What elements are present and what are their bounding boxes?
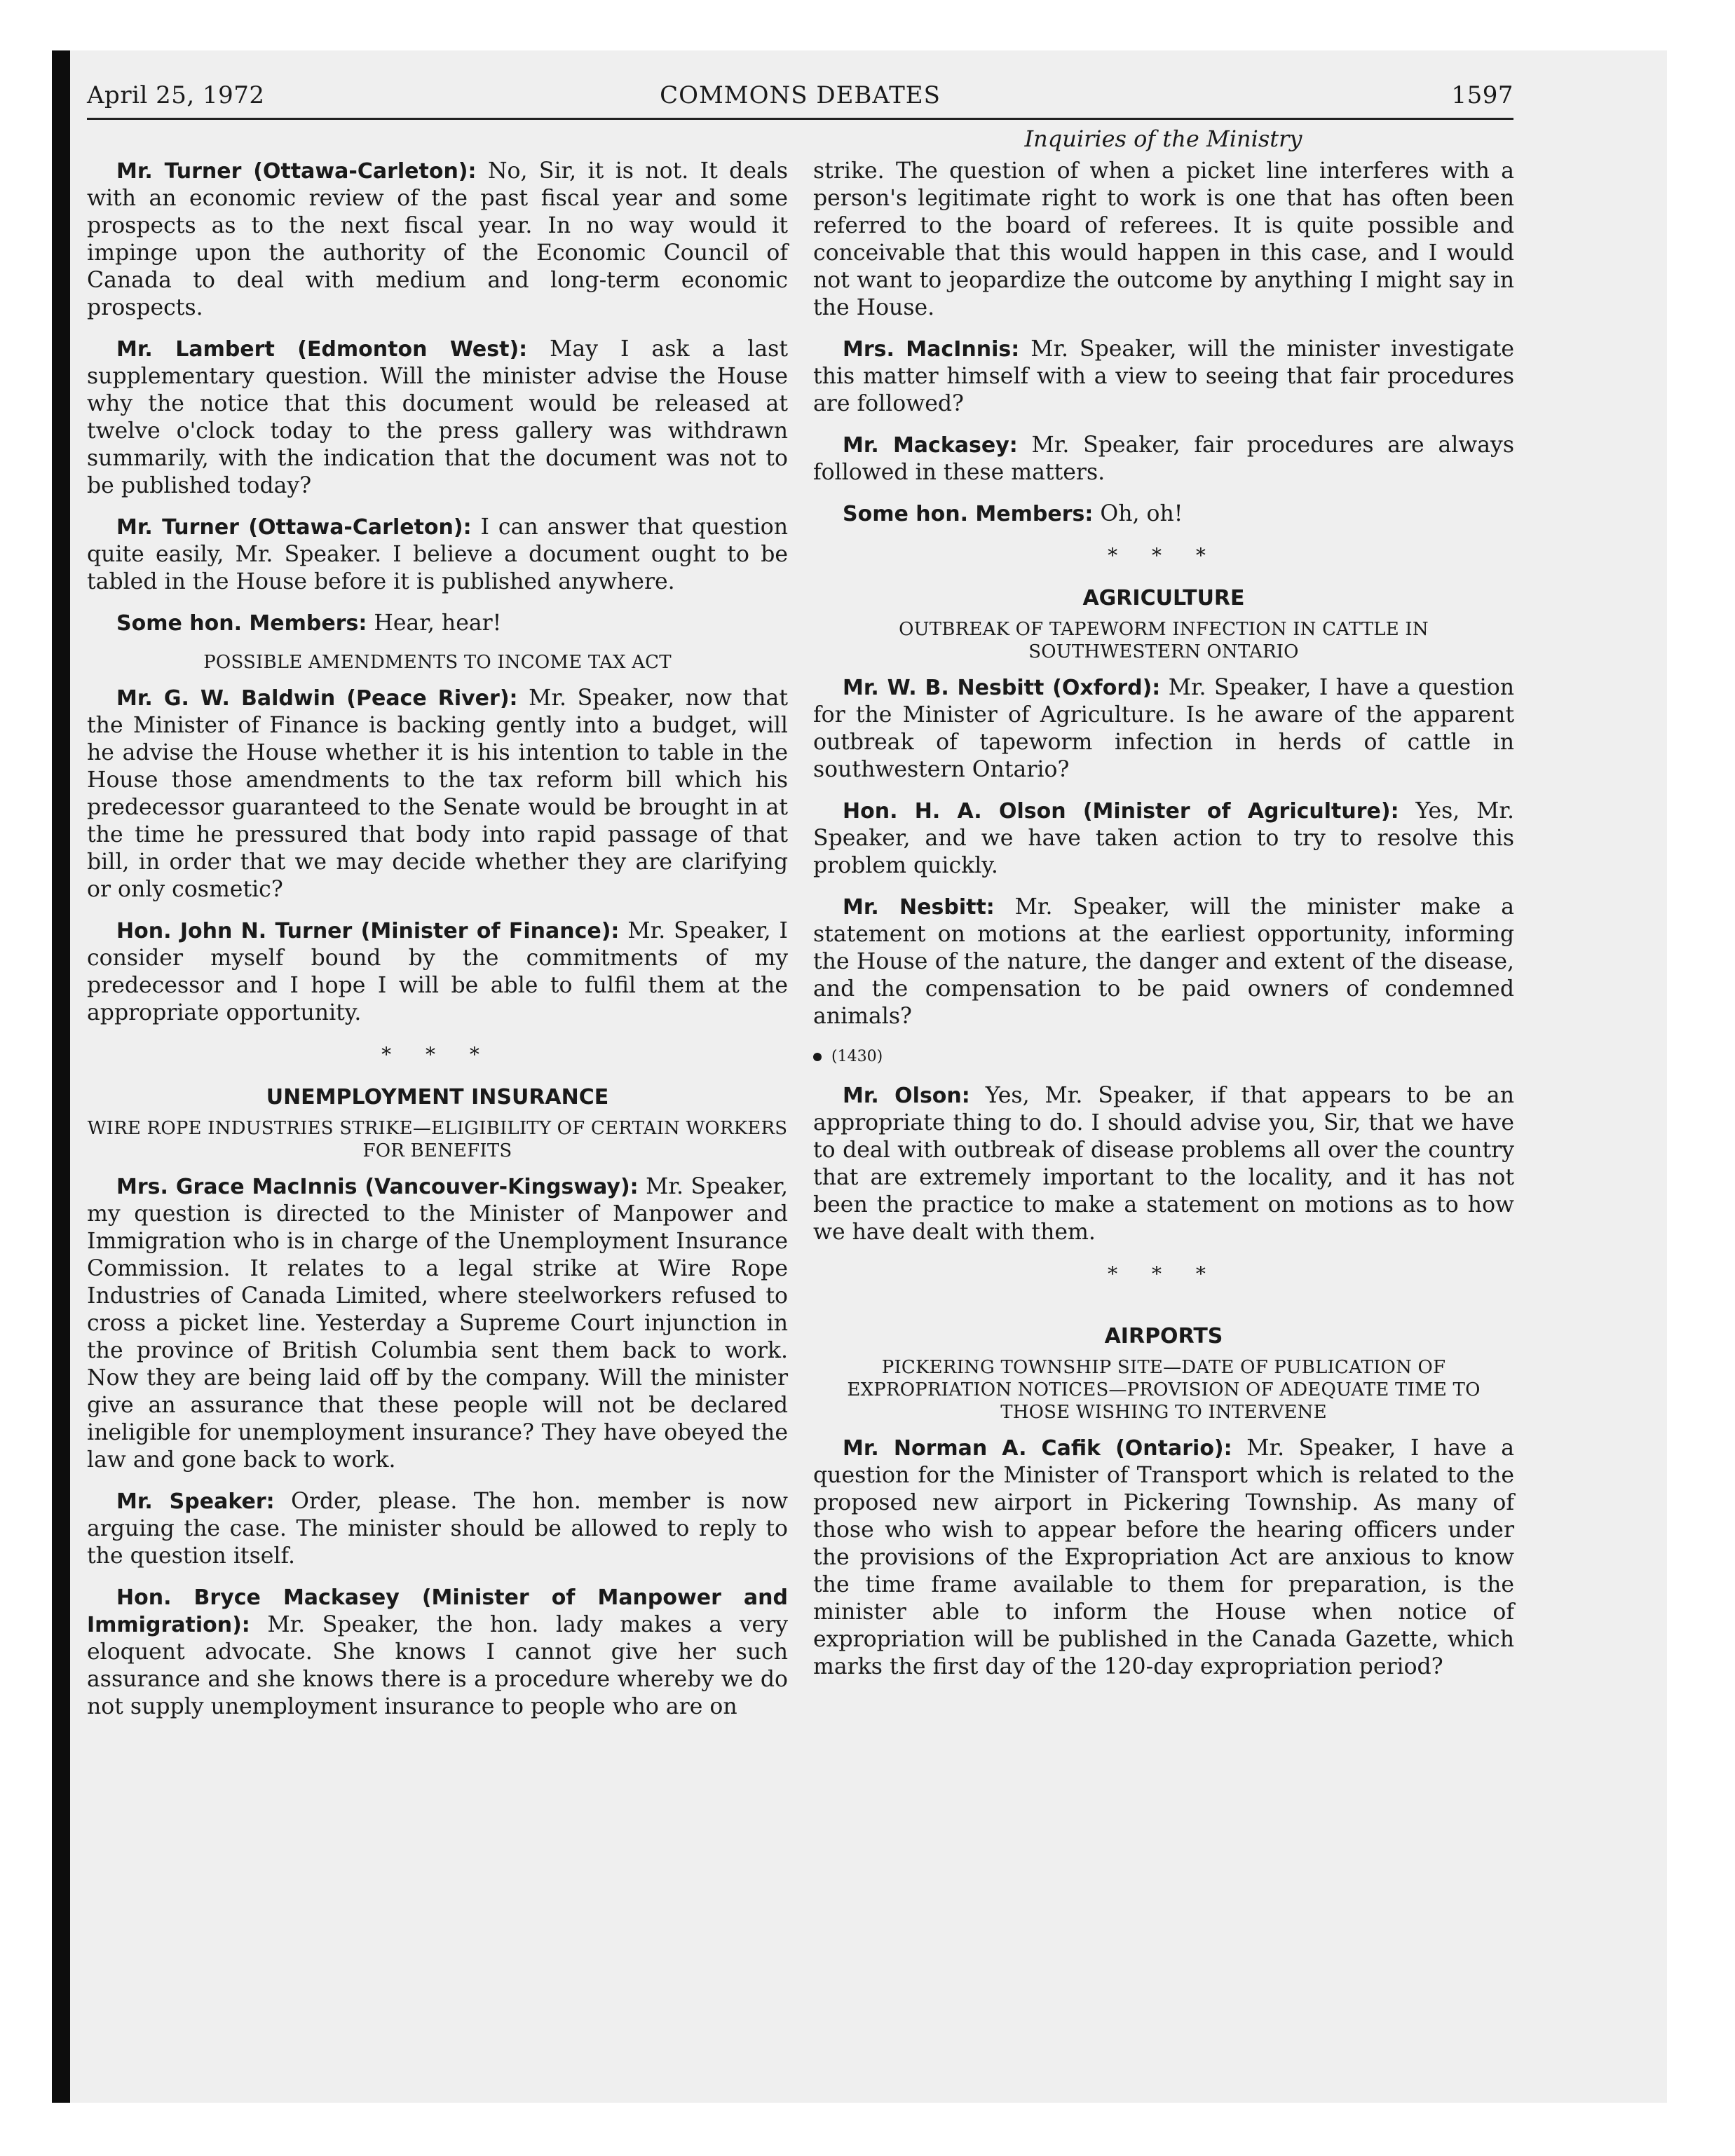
- right-column: [813, 158, 1514, 1695]
- paragraph: [813, 1082, 1514, 1246]
- speech-text: No, Sir, it is not. It deals with an economic review of the past fiscal year and some prospects as to the next fiscal year. In no way would it impinge upon the authority of the Economic Council of Canada to deal with medium and long-term economic prospects.: [87, 158, 789, 320]
- timestamp-text: (1430): [831, 1048, 883, 1065]
- speech-text: Yes, Mr. Speaker, and we have taken action to try to resolve this problem quickly.: [813, 798, 1514, 878]
- paragraph: [813, 674, 1514, 784]
- speech-text: Mr. Speaker, I consider myself bound by the commitments of my predecessor and I hope I will be able to fulfil them at the appropriate opportunity.: [87, 918, 788, 1025]
- speaker-name: Some hon. Members:: [116, 611, 367, 636]
- paragraph: [813, 500, 1514, 528]
- topic-heading: OUTBREAK OF TAPEWORM INFECTION IN CATTLE IN SOUTHWESTERN ONTARIO: [899, 619, 1429, 662]
- speech-text: Hear, hear!: [367, 610, 502, 636]
- speaker-name: Mr. Lambert (Edmonton West):: [116, 337, 528, 362]
- scan-border: [52, 50, 70, 2103]
- section-heading: AIRPORTS: [1104, 1324, 1223, 1349]
- paragraph: [87, 610, 788, 637]
- header-title: COMMONS DEBATES: [660, 81, 941, 109]
- speech-text: Oh, oh!: [1093, 501, 1183, 526]
- speaker-name: Hon. H. A. Olson (Minister of Agriculture):: [843, 799, 1399, 824]
- paragraph: [87, 685, 788, 903]
- topic-heading: PICKERING TOWNSHIP SITE—DATE OF PUBLICATION OF EXPROPRIATION NOTICES—PROVISION OF ADEQUATE TIME TO THOSE WISHING TO INTERVENE: [847, 1357, 1481, 1423]
- paragraph: [813, 894, 1514, 1030]
- paragraph-continued: [813, 158, 1514, 322]
- speech-text: Mr. Speaker, the hon. lady makes a very eloquent advocate. She knows I cannot give her such assurance and she knows there is a procedure whereby we do not supply unemployment insurance to people who are on: [87, 1612, 788, 1719]
- speaker-name: Mr. Norman A. Cafik (Ontario):: [843, 1436, 1232, 1461]
- topic-heading: WIRE ROPE INDUSTRIES STRIKE—ELIGIBILITY OF CERTAIN WORKERS FOR BENEFITS: [87, 1118, 788, 1161]
- paragraph: [87, 336, 788, 500]
- section-heading: AGRICULTURE: [1082, 586, 1245, 610]
- topic-heading: POSSIBLE AMENDMENTS TO INCOME TAX ACT: [203, 652, 672, 673]
- speech-text: I can answer that question quite easily, Mr. Speaker. I believe a document ought to be tabled in the House before it is published anywhere.: [87, 514, 788, 594]
- paragraph: [87, 1173, 788, 1474]
- speaker-name: Mrs. Grace MacInnis (Vancouver-Kingsway):: [116, 1175, 639, 1199]
- speech-text: Mr. Speaker, I have a question for the Minister of Agriculture. Is he aware of the apparent outbreak of tapeworm infection in herds of cattle in southwestern Ontario?: [813, 675, 1514, 782]
- speech-text: May I ask a last supplementary question. Will the minister advise the House why the notice that this document would be released at twelve o'clock today to the press gallery was withdrawn summarily, with the indication that the document was not to be published today?: [87, 336, 788, 498]
- speaker-name: Mr. Speaker:: [116, 1489, 275, 1514]
- speaker-name: Mr. G. W. Baldwin (Peace River):: [116, 686, 518, 711]
- running-subheader: Inquiries of the Ministry: [1024, 125, 1302, 152]
- paragraph: [87, 158, 788, 322]
- speaker-name: Hon. John N. Turner (Minister of Finance):: [116, 919, 620, 943]
- speech-text: Mr. Speaker, now that the Minister of Finance is backing gently into a budget, will he advise the House whether it is his intention to table in the House those amendments to the tax reform bill which his predecessor guaranteed to the Senate would be brought in at the time he pressured that body into rapid passage of that bill, in order that we may decide whether they are clarifying or only cosmetic?: [87, 685, 788, 902]
- section-heading: UNEMPLOYMENT INSURANCE: [266, 1085, 609, 1110]
- speech-text: Mr. Speaker, fair procedures are always followed in these matters.: [813, 432, 1515, 485]
- paragraph: [87, 1584, 788, 1721]
- speech-text: Yes, Mr. Speaker, if that appears to be an appropriate thing to do. I should advise you, Sir, that we have to deal with outbreak of disease problems all over the country that are extremely important to the locality, and it has not been the practice to make a statement on motions as to how we have dealt with them.: [813, 1083, 1514, 1245]
- header-date: April 25, 1972: [87, 81, 265, 109]
- paragraph: [813, 336, 1514, 418]
- speech-text: Mr. Speaker, will the minister make a statement on motions at the earliest opportunity, informing the House of the nature, the danger and extent of the disease, and the compensation to be paid owners of condemned animals?: [813, 894, 1514, 1029]
- speaker-name: Mr. Turner (Ottawa-Carleton):: [116, 515, 472, 540]
- section-separator: * * *: [1108, 1262, 1220, 1285]
- speaker-name: Mr. Nesbitt:: [843, 895, 995, 920]
- bullet-icon: [813, 1053, 822, 1061]
- timestamp: [813, 1044, 1514, 1070]
- speaker-name: Mr. Turner (Ottawa-Carleton):: [116, 159, 477, 184]
- speech-text: Order, please. The hon. member is now arguing the case. The minister should be allowed to reply to the question itself.: [87, 1489, 788, 1569]
- paragraph: [87, 514, 788, 596]
- paragraph: [813, 432, 1514, 486]
- speaker-name: Mr. Olson:: [843, 1084, 970, 1108]
- page-header: [87, 76, 1513, 120]
- speech-text: Mr. Speaker, will the minister investigate this matter himself with a view to seeing that fair procedures are followed?: [813, 336, 1514, 416]
- paragraph: [87, 1488, 788, 1570]
- header-page-number: 1597: [1451, 81, 1513, 109]
- speaker-name: Mrs. MacInnis:: [843, 337, 1020, 362]
- speech-text: Mr. Speaker, I have a question for the Minister of Transport which is related to the proposed new airport in Pickering Township. As many of those who wish to appear before the hearing officers under the provisions of the Expropriation Act are anxious to know the time frame available to them for preparation, is the minister able to inform the House when notice of expropriation will be published in the Canada Gazette, which marks the first day of the 120-day expropriation period?: [813, 1435, 1514, 1679]
- spacer: [813, 1303, 1514, 1323]
- paragraph: [87, 917, 788, 1027]
- speech-text: Mr. Speaker, my question is directed to the Minister of Manpower and Immigration who is in charge of the Unemployment Insurance Commission. It relates to a legal strike at Wire Rope Industries of Canada Limited, where steelworkers refused to cross a picket line. Yesterday a Supreme Court injunction in the province of British Columbia sent them back to work. Now they are being laid off by the company. Will the minister give an assurance that these people will not be declared ineligible for unemployment insurance? They have obeyed the law and gone back to work.: [87, 1174, 788, 1473]
- speaker-name: Hon. Bryce Mackasey (Minister of Manpower and Immigration):: [87, 1585, 788, 1637]
- paragraph: [813, 798, 1514, 880]
- left-column: [87, 158, 788, 1735]
- section-separator: * * *: [381, 1043, 494, 1066]
- speaker-name: Mr. W. B. Nesbitt (Oxford):: [843, 676, 1161, 700]
- speech-text: strike. The question of when a picket line interferes with a person's legitimate right to work is one that has often been referred to the board of referees. It is quite possible and conceivable that this would happen in this case, and I would not want to jeopardize the outcome by anything I might say in the House.: [813, 158, 1514, 320]
- section-separator: * * *: [1108, 544, 1220, 567]
- paragraph: [813, 1435, 1514, 1681]
- speaker-name: Some hon. Members:: [843, 502, 1094, 526]
- speaker-name: Mr. Mackasey:: [843, 433, 1018, 458]
